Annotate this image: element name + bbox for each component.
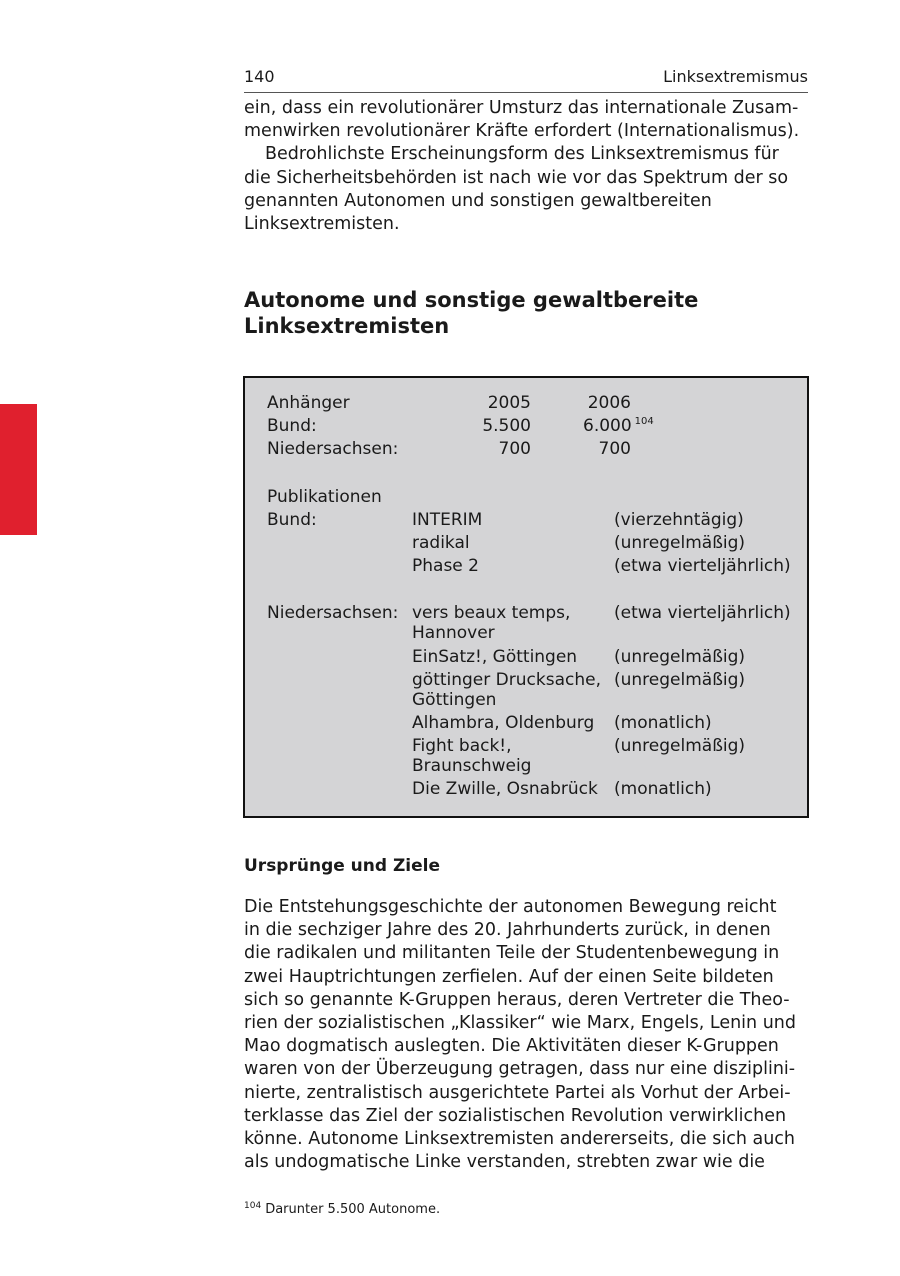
supporters-label: Anhänger [267, 393, 350, 413]
footnote-text: Darunter 5.500 Autonome. [265, 1202, 441, 1217]
text-line: nierte, zentralistisch ausgerichtete Partei als Vorhut der Arbei- [244, 1082, 791, 1103]
page-number: 140 [244, 67, 275, 86]
text-line: Linksextremisten. [244, 214, 400, 235]
publication-frequency: (vierzehntägig) [614, 510, 744, 530]
pub-bund-label: Bund: [267, 510, 317, 530]
text-line: ein, dass ein revolutionärer Umsturz das internationale Zusam- [244, 98, 799, 118]
nds-2005-value: 700 [498, 439, 531, 459]
chapter-marker-tab [0, 404, 37, 535]
text-line: in die sechziger Jahre des 20. Jahrhunderts zurück, in denen [244, 920, 771, 941]
text-line: die Sicherheitsbehörden ist nach wie vor das Spektrum der so [244, 167, 789, 188]
footnote-reference: 104 [634, 416, 654, 428]
text-line: Mao dogmatisch auslegten. Die Aktivitäten dieser K-Gruppen [244, 1036, 779, 1057]
bund-2006-number: 6.000 [583, 416, 632, 436]
publication-title: Fight back!, [412, 736, 512, 756]
text-line: waren von der Überzeugung getragen, dass nur eine disziplini- [244, 1059, 796, 1080]
text-line: rien der sozialistischen „Klassiker“ wie Marx, Engels, Lenin und [244, 1013, 796, 1034]
pub-niedersachsen-label: Niedersachsen: [267, 603, 399, 623]
publication-title: Phase 2 [412, 556, 479, 576]
text-line: als undogmatische Linke verstanden, strebten zwar wie die [244, 1152, 765, 1173]
text-line: die radikalen und militanten Teile der Studentenbewegung in [244, 943, 780, 964]
publication-title: INTERIM [412, 510, 483, 530]
intro-paragraph [244, 97, 808, 236]
publication-frequency: (unregelmäßig) [614, 647, 746, 667]
text-line: sich so genannte K-Gruppen heraus, deren Vertreter die Theo- [244, 989, 790, 1010]
text-line: zwei Hauptrichtungen zerfielen. Auf der einen Seite bildeten [244, 966, 774, 987]
section-heading [244, 287, 808, 339]
publication-title-cont: Hannover [412, 623, 495, 643]
publication-title-cont: Göttingen [412, 690, 497, 710]
publication-title-cont: Braunschweig [412, 756, 532, 776]
subheading: Ursprünge und Ziele [244, 856, 441, 876]
text-line: Die Entstehungsgeschichte der autonomen Bewegung reicht [244, 897, 777, 917]
section-heading-line: Autonome und sonstige gewaltbereite [244, 288, 699, 312]
row-label-niedersachsen: Niedersachsen: [267, 439, 399, 459]
text-line: genannten Autonomen und sonstigen gewaltbereiten [244, 190, 712, 211]
bund-2006-value [583, 415, 654, 437]
section-heading-line: Linksextremisten [244, 314, 450, 338]
bund-2005-value: 5.500 [482, 416, 531, 436]
nds-2006-value: 700 [598, 439, 631, 459]
publication-title: vers beaux temps, [412, 603, 571, 623]
publication-title: radikal [412, 533, 470, 553]
publication-frequency: (etwa vierteljährlich) [614, 603, 791, 623]
publication-frequency: (unregelmäßig) [614, 533, 746, 553]
publication-title: EinSatz!, Göttingen [412, 647, 578, 667]
text-line: menwirken revolutionärer Kräfte erfordert (Internationalismus). [244, 121, 800, 142]
running-title: Linksextremismus [663, 67, 808, 86]
publication-frequency: (unregelmäßig) [614, 736, 746, 756]
body-paragraph [244, 896, 808, 1174]
row-label-bund: Bund: [267, 416, 317, 436]
publication-title: göttinger Drucksache, [412, 670, 601, 690]
footnote-number: 104 [244, 1200, 262, 1211]
text-line: könne. Autonome Linksextremisten andererseits, die sich auch [244, 1129, 796, 1150]
publication-frequency: (unregelmäßig) [614, 670, 746, 690]
publication-frequency: (etwa vierteljährlich) [614, 556, 791, 576]
year-2006-header: 2006 [587, 393, 631, 413]
publication-title: Die Zwille, Osnabrück [412, 779, 598, 799]
publication-frequency: (monatlich) [614, 779, 712, 799]
publications-label: Publikationen [267, 487, 382, 507]
publication-frequency: (monatlich) [614, 713, 712, 733]
year-2005-header: 2005 [487, 393, 531, 413]
statistics-infobox [243, 376, 809, 818]
text-line: terklasse das Ziel der sozialistischen Revolution verwirklichen [244, 1105, 787, 1126]
footnote [244, 1201, 440, 1219]
publication-title: Alhambra, Oldenburg [412, 713, 595, 733]
text-line: Bedrohlichste Erscheinungsform des Linksextremismus für [265, 144, 779, 165]
page-header [244, 66, 808, 93]
